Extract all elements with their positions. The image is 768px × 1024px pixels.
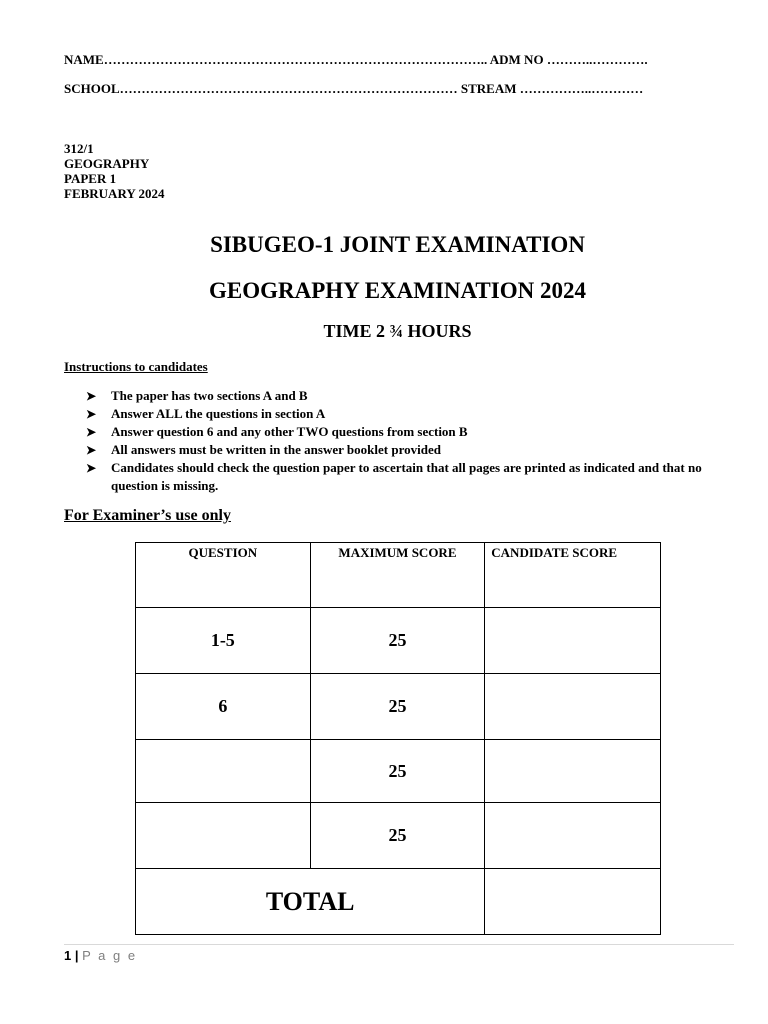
question-cell	[136, 803, 311, 869]
column-header-candidate-score: CANDIDATE SCORE	[485, 543, 661, 608]
page-separator: |	[74, 948, 79, 963]
instructions-heading: Instructions to candidates	[64, 359, 208, 374]
page-word: P a g e	[82, 948, 138, 963]
instruction-item: ➤ Answer question 6 and any other TWO questions from section B	[86, 424, 468, 439]
adm-label: ADM NO	[489, 52, 544, 67]
name-label: NAME	[64, 52, 104, 67]
instructions-list	[86, 387, 726, 495]
table-row	[136, 608, 661, 674]
candidate-score-cell	[485, 608, 661, 674]
score-table	[135, 542, 661, 935]
total-label: TOTAL	[136, 869, 485, 935]
arrow-bullet-icon: ➤	[86, 443, 97, 457]
paper-subject: GEOGRAPHY	[64, 156, 150, 171]
arrow-bullet-icon: ➤	[86, 461, 97, 475]
name-line	[64, 52, 648, 68]
instruction-item: ➤ All answers must be written in the answer booklet provided	[86, 442, 441, 457]
school-dots: ……………………………………………………………………	[119, 81, 458, 96]
column-header-max-score: MAXIMUM SCORE	[310, 543, 485, 608]
school-line	[64, 81, 643, 97]
arrow-bullet-icon: ➤	[86, 407, 97, 421]
name-dots: ……………………………………………………………………………..	[103, 52, 488, 67]
stream-dots: ……………..…………	[519, 81, 644, 96]
instruction-item: ➤ Candidates should check the question paper to ascertain that all pages are printed as indicated and that no question is missing.	[86, 460, 702, 493]
max-score-cell: 25	[310, 608, 485, 674]
paper-date: FEBRUARY 2024	[64, 186, 165, 201]
question-cell	[136, 740, 311, 803]
stream-label: STREAM	[460, 81, 517, 96]
paper-number: PAPER 1	[64, 171, 117, 186]
footer-divider	[64, 944, 734, 945]
question-cell: 1-5	[136, 608, 311, 674]
total-score-cell	[485, 869, 661, 935]
page-footer	[64, 948, 137, 963]
school-label: SCHOOL	[64, 81, 120, 96]
table-row	[136, 674, 661, 740]
total-row	[136, 869, 661, 935]
paper-code: 312/1	[64, 141, 94, 156]
examiner-heading: For Examiner’s use only	[64, 507, 231, 524]
max-score-cell: 25	[310, 740, 485, 803]
column-header-question: QUESTION	[136, 543, 311, 608]
adm-dots: ………..………….	[546, 52, 648, 67]
page-number: 1	[64, 948, 72, 963]
exam-time: TIME 2 ¾ HOURS	[323, 321, 472, 341]
arrow-bullet-icon: ➤	[86, 389, 97, 403]
table-row	[136, 740, 661, 803]
table-header-row	[136, 543, 661, 608]
arrow-bullet-icon: ➤	[86, 425, 97, 439]
max-score-cell: 25	[310, 803, 485, 869]
table-row	[136, 803, 661, 869]
max-score-cell: 25	[310, 674, 485, 740]
candidate-score-cell	[485, 674, 661, 740]
instruction-item: ➤ The paper has two sections A and B	[86, 388, 308, 403]
exam-subtitle: GEOGRAPHY EXAMINATION 2024	[209, 278, 586, 303]
instruction-item: ➤ Answer ALL the questions in section A	[86, 406, 326, 421]
candidate-score-cell	[485, 740, 661, 803]
candidate-score-cell	[485, 803, 661, 869]
question-cell: 6	[136, 674, 311, 740]
exam-title: SIBUGEO-1 JOINT EXAMINATION	[210, 232, 585, 257]
